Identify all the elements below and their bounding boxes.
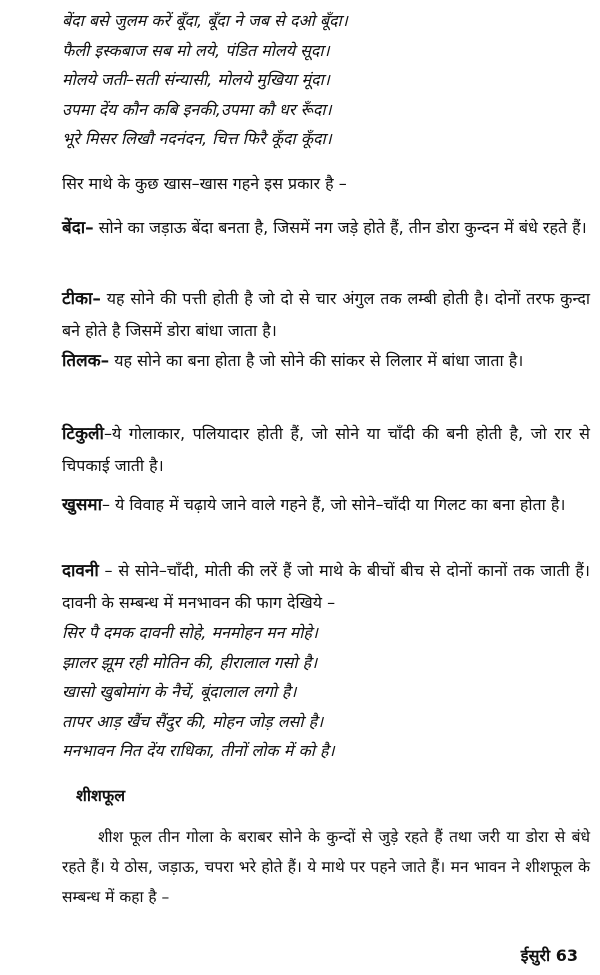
entry-tika bbox=[62, 283, 590, 346]
verse-line: सिर पै दमक दावनी सोहे, मनमोहन मन मोहे। bbox=[62, 623, 318, 642]
verse-line: फैली इस्कबाज सब मो लये, पंडित मोलये सूदा। bbox=[62, 40, 330, 60]
body-paragraph: शीश फूल तीन गोला के बराबर सोने के कुन्दों से जुड़े रहते हैं तथा जरी या डोरा से बंधे रहते हैं। ये ठोस, जड़ाऊ, चपरा भरे होते हैं। ये माथे पर पहने जाते हैं। मन भावन ने शीशफूल के सम्बन्ध में कहा है – bbox=[62, 828, 590, 906]
verse-line: मोलये जती–सती संन्यासी, मोलये मुखिया मूंदा। bbox=[62, 70, 330, 89]
entry-term: बेंदा– bbox=[62, 218, 94, 238]
verse-line: तापर आड़ खैंच सैंदुर की, मोहन जोड़ लसो है। bbox=[62, 711, 324, 731]
entry-tikuli bbox=[62, 418, 590, 481]
entry-text: यह सोने का बना होता है जो सोने की सांकर से लिलार में बांधा जाता है। bbox=[109, 351, 524, 370]
verse-line: उपमा देंय कौन कबि इनकी,उपमा कौ धर रूँदा। bbox=[62, 99, 332, 119]
entry-text: –ये गोलाकार, पलियादार होती हैं, जो सोने या चाँदी की बनी होती है, जो रार से चिपकाई जाती है। bbox=[62, 424, 590, 475]
entry-khusma bbox=[62, 489, 590, 521]
verse-line: भूरे मिसर लिखौ नदनंदन, चित्त फिरै कूँदा कूँदा। bbox=[62, 129, 332, 148]
entry-term: टीका– bbox=[62, 289, 101, 309]
verse-line: झालर झूम रही मोतिन की, हीरालाल गसो है। bbox=[62, 652, 318, 672]
entry-benda bbox=[62, 212, 590, 244]
intro-line: सिर माथे के कुछ खास–खास गहने इस प्रकार है – bbox=[62, 174, 347, 193]
page-footer: ईसुरी 63 bbox=[520, 946, 578, 965]
entry-text: – से सोने–चाँदी, मोती की लरें हैं जो माथे के बीचों बीच से दोनों कानों तक जाती हैं। दावनी के सम्बन्ध में मनभावन की फाग देखिये – bbox=[62, 561, 590, 612]
entry-dawani bbox=[62, 555, 590, 618]
entry-term: दावनी bbox=[62, 561, 99, 581]
verse-line: मनभावन नित देंय राधिका, तीनों लोक में को है। bbox=[62, 741, 335, 760]
entry-term: तिलक– bbox=[62, 351, 110, 371]
entry-term: टिकुली bbox=[62, 424, 104, 444]
entry-text: यह सोने की पत्ती होती है जो दो से चार अंगुल तक लम्बी होती है। दोनों तरफ कुन्दा बने होते है जिसमें डोरा बांधा जाता है। bbox=[62, 289, 590, 340]
entry-term: खुसमा bbox=[62, 495, 102, 515]
entry-text: – ये विवाह में चढ़ाये जाने वाले गहने हैं, जो सोने–चाँदी या गिलट का बना होता है। bbox=[101, 495, 566, 514]
verse-line: खासो खुबोमांग के नैचें, बूंदालाल लगो है। bbox=[62, 682, 297, 701]
verse-block-dawani bbox=[62, 618, 335, 766]
entry-text: सोने का जड़ाऊ बेंदा बनता है, जिसमें नग जड़े होते हैं, तीन डोरा कुन्दन में बंधे रहते हैं। bbox=[93, 218, 587, 237]
entry-tilak bbox=[62, 345, 590, 377]
verse-block-bunda bbox=[62, 6, 348, 154]
verse-line: बेंदा बसे जुलम करें बूँदा, बूँदा ने जब से दओ बूँदा। bbox=[62, 11, 348, 30]
section-heading: शीशफूल bbox=[76, 786, 126, 805]
